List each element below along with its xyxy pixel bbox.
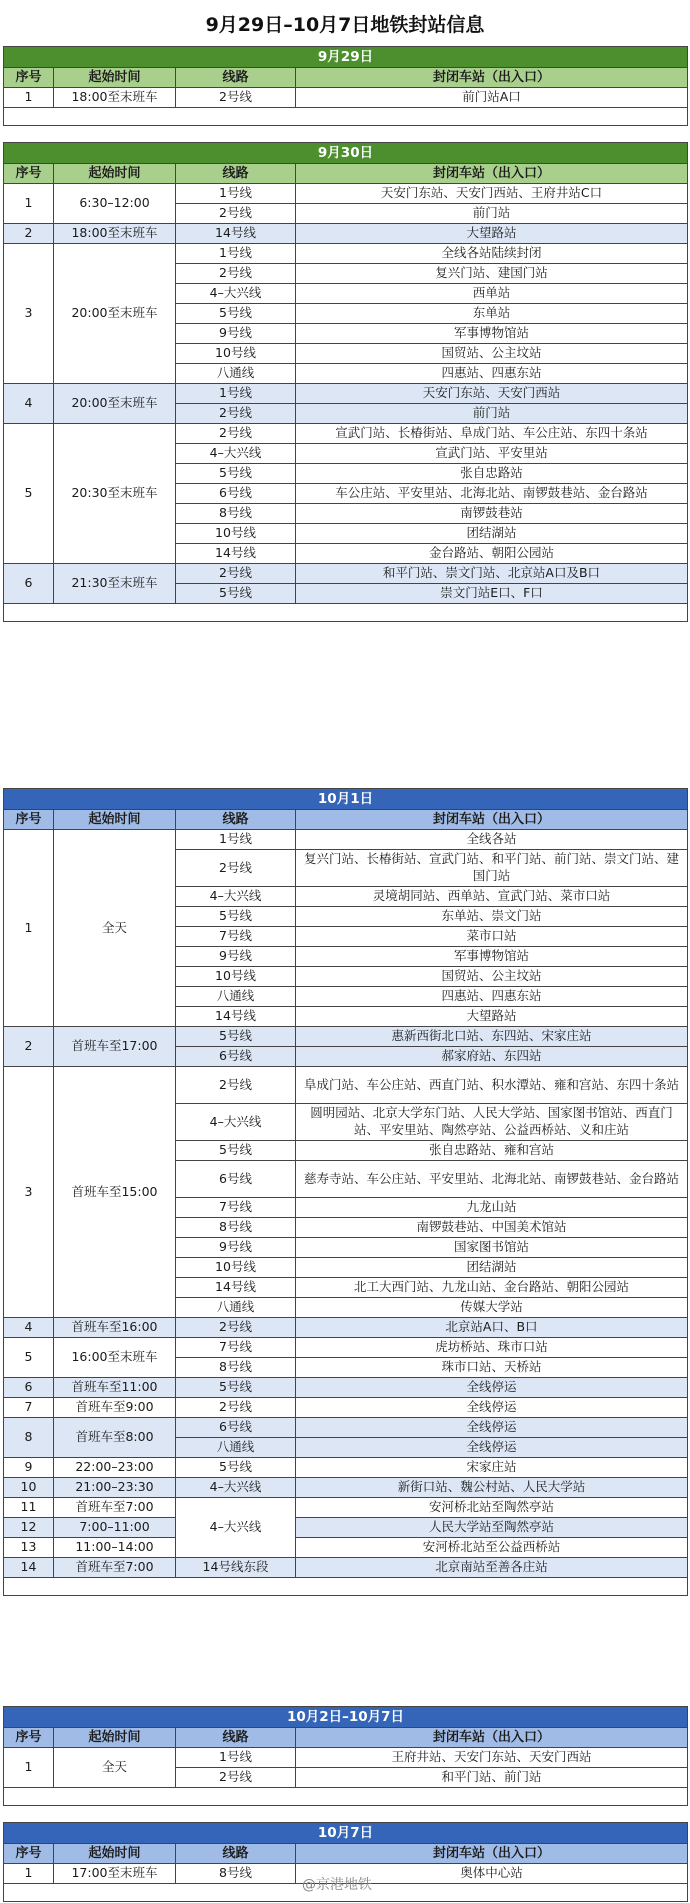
start-time: 18:00至末班车 (54, 88, 176, 108)
column-header: 序号 (4, 164, 54, 184)
row-number: 5 (4, 424, 54, 564)
line-name: 8号线 (176, 1358, 296, 1378)
line-name: 6号线 (176, 1161, 296, 1198)
closed-stations: 新街口站、魏公村站、人民大学站 (296, 1478, 688, 1498)
closed-stations: 东单站 (296, 304, 688, 324)
row-number: 12 (4, 1518, 54, 1538)
start-time: 首班车至7:00 (54, 1498, 176, 1518)
closed-stations: 珠市口站、天桥站 (296, 1358, 688, 1378)
line-name: 5号线 (176, 1141, 296, 1161)
line-name: 2号线 (176, 204, 296, 224)
start-time: 20:00至末班车 (54, 244, 176, 384)
closed-stations: 安河桥北站至公益西桥站 (296, 1538, 688, 1558)
line-name: 八通线 (176, 1298, 296, 1318)
table-row (4, 88, 688, 108)
table-row (4, 1748, 688, 1768)
line-name: 2号线 (176, 850, 296, 887)
closed-stations: 北京站A口、B口 (296, 1318, 688, 1338)
row-number: 4 (4, 1318, 54, 1338)
closed-stations: 全线停运 (296, 1378, 688, 1398)
line-name: 4–大兴线 (176, 284, 296, 304)
closed-stations: 团结湖站 (296, 524, 688, 544)
start-time: 21:00–23:30 (54, 1478, 176, 1498)
row-number: 6 (4, 1378, 54, 1398)
column-header: 起始时间 (54, 164, 176, 184)
line-name: 八通线 (176, 364, 296, 384)
closed-stations: 国贸站、公主坟站 (296, 344, 688, 364)
line-name: 9号线 (176, 324, 296, 344)
spacer-row (4, 1788, 688, 1806)
table-row (4, 1378, 688, 1398)
start-time: 全天 (54, 1748, 176, 1788)
row-number: 4 (4, 384, 54, 424)
line-name: 8号线 (176, 1864, 296, 1884)
line-name: 4–大兴线 (176, 1104, 296, 1141)
column-header: 线路 (176, 164, 296, 184)
closed-stations: 阜成门站、车公庄站、西直门站、积水潭站、雍和宫站、东四十条站 (296, 1067, 688, 1104)
line-name: 2号线 (176, 264, 296, 284)
closed-stations: 和平门站、崇文门站、北京站A口及B口 (296, 564, 688, 584)
table-row (4, 1398, 688, 1418)
table-row (4, 244, 688, 264)
line-name: 1号线 (176, 384, 296, 404)
row-number: 1 (4, 184, 54, 224)
closed-stations: 南锣鼓巷站、中国美术馆站 (296, 1218, 688, 1238)
line-name: 4–大兴线 (176, 1478, 296, 1498)
watermark: @京港地铁 (302, 1877, 372, 1893)
closed-stations: 国贸站、公主坟站 (296, 967, 688, 987)
line-name: 5号线 (176, 1027, 296, 1047)
line-name: 2号线 (176, 564, 296, 584)
spacer-row (4, 604, 688, 622)
date-band: 10月1日 (4, 789, 688, 810)
closed-stations: 和平门站、前门站 (296, 1768, 688, 1788)
row-number: 13 (4, 1538, 54, 1558)
table-row (4, 1027, 688, 1047)
line-name: 6号线 (176, 1047, 296, 1067)
closed-stations: 九龙山站 (296, 1198, 688, 1218)
closed-stations: 天安门东站、天安门西站 (296, 384, 688, 404)
line-name: 2号线 (176, 1398, 296, 1418)
line-name: 9号线 (176, 1238, 296, 1258)
closed-stations: 国家图书馆站 (296, 1238, 688, 1258)
start-time: 20:00至末班车 (54, 384, 176, 424)
closed-stations: 大望路站 (296, 224, 688, 244)
line-name: 1号线 (176, 1748, 296, 1768)
closed-stations: 复兴门站、建国门站 (296, 264, 688, 284)
line-name: 5号线 (176, 1378, 296, 1398)
line-name: 1号线 (176, 244, 296, 264)
start-time: 21:30至末班车 (54, 564, 176, 604)
column-header: 封闭车站（出入口） (296, 1844, 688, 1864)
column-header: 序号 (4, 68, 54, 88)
line-name: 八通线 (176, 1438, 296, 1458)
column-header: 线路 (176, 1844, 296, 1864)
closed-stations: 团结湖站 (296, 1258, 688, 1278)
start-time: 18:00至末班车 (54, 224, 176, 244)
start-time: 首班车至17:00 (54, 1027, 176, 1067)
line-name: 2号线 (176, 1067, 296, 1104)
closed-stations: 崇文门站E口、F口 (296, 584, 688, 604)
table-row (4, 1458, 688, 1478)
date-band: 9月30日 (4, 143, 688, 164)
closed-stations: 全线停运 (296, 1418, 688, 1438)
table-row (4, 1418, 688, 1438)
table-row (4, 1478, 688, 1498)
start-time: 首班车至9:00 (54, 1398, 176, 1418)
table-row (4, 830, 688, 850)
row-number: 9 (4, 1458, 54, 1478)
closed-stations: 金台路站、朝阳公园站 (296, 544, 688, 564)
line-name: 10号线 (176, 344, 296, 364)
column-header: 线路 (176, 810, 296, 830)
closed-stations: 灵境胡同站、西单站、宣武门站、菜市口站 (296, 887, 688, 907)
closed-stations: 宋家庄站 (296, 1458, 688, 1478)
line-name: 4–大兴线 (176, 444, 296, 464)
closed-stations: 全线停运 (296, 1438, 688, 1458)
closed-stations: 西单站 (296, 284, 688, 304)
start-time: 17:00至末班车 (54, 1864, 176, 1884)
line-name: 6号线 (176, 484, 296, 504)
line-name: 2号线 (176, 424, 296, 444)
line-name: 2号线 (176, 1318, 296, 1338)
closed-stations: 军事博物馆站 (296, 324, 688, 344)
closed-stations: 全线停运 (296, 1398, 688, 1418)
line-name: 八通线 (176, 987, 296, 1007)
closed-stations: 奥体中心站 (296, 1864, 688, 1884)
table-row (4, 564, 688, 584)
table-row (4, 1498, 688, 1518)
date-band: 10月2日–10月7日 (4, 1707, 688, 1728)
closure-table (3, 1706, 688, 1806)
closed-stations: 菜市口站 (296, 927, 688, 947)
column-header: 序号 (4, 1844, 54, 1864)
table-row (4, 224, 688, 244)
closed-stations: 天安门东站、天安门西站、王府井站C口 (296, 184, 688, 204)
start-time: 16:00至末班车 (54, 1338, 176, 1378)
line-name: 7号线 (176, 1198, 296, 1218)
column-header: 序号 (4, 810, 54, 830)
spacer-row (4, 1578, 688, 1596)
closed-stations: 宣武门站、长椿街站、阜成门站、车公庄站、东四十条站 (296, 424, 688, 444)
closed-stations: 军事博物馆站 (296, 947, 688, 967)
line-name: 5号线 (176, 464, 296, 484)
line-name: 4–大兴线 (176, 1498, 296, 1558)
row-number: 2 (4, 1027, 54, 1067)
column-header: 封闭车站（出入口） (296, 810, 688, 830)
line-name: 8号线 (176, 1218, 296, 1238)
closed-stations: 宣武门站、平安里站 (296, 444, 688, 464)
closed-stations: 惠新西街北口站、东四站、宋家庄站 (296, 1027, 688, 1047)
column-header: 线路 (176, 68, 296, 88)
row-number: 11 (4, 1498, 54, 1518)
closed-stations: 东单站、崇文门站 (296, 907, 688, 927)
start-time: 11:00–14:00 (54, 1538, 176, 1558)
table-row (4, 1538, 688, 1558)
start-time: 首班车至7:00 (54, 1558, 176, 1578)
column-header: 起始时间 (54, 68, 176, 88)
closed-stations: 四惠站、四惠东站 (296, 987, 688, 1007)
page-title: 9月29日–10月7日地铁封站信息 (205, 13, 485, 36)
row-number: 1 (4, 88, 54, 108)
closed-stations: 圆明园站、北京大学东门站、人民大学站、国家图书馆站、西直门站、平安里站、陶然亭站、公益西桥站、义和庄站 (296, 1104, 688, 1141)
closed-stations: 虎坊桥站、珠市口站 (296, 1338, 688, 1358)
closed-stations: 南锣鼓巷站 (296, 504, 688, 524)
table-row (4, 1318, 688, 1338)
line-name: 5号线 (176, 907, 296, 927)
row-number: 7 (4, 1398, 54, 1418)
column-header: 封闭车站（出入口） (296, 1728, 688, 1748)
column-header: 起始时间 (54, 1844, 176, 1864)
closure-table (3, 788, 688, 1596)
closed-stations: 慈寿寺站、车公庄站、平安里站、北海北站、南锣鼓巷站、金台路站 (296, 1161, 688, 1198)
line-name: 2号线 (176, 404, 296, 424)
closed-stations: 四惠站、四惠东站 (296, 364, 688, 384)
line-name: 2号线 (176, 88, 296, 108)
table-row (4, 1067, 688, 1104)
closed-stations: 前门站A口 (296, 88, 688, 108)
line-name: 14号线东段 (176, 1558, 296, 1578)
line-name: 14号线 (176, 224, 296, 244)
table-row (4, 1518, 688, 1538)
closed-stations: 张自忠路站 (296, 464, 688, 484)
line-name: 5号线 (176, 304, 296, 324)
date-band: 10月7日 (4, 1823, 688, 1844)
row-number: 3 (4, 1067, 54, 1318)
line-name: 1号线 (176, 184, 296, 204)
row-number: 10 (4, 1478, 54, 1498)
row-number: 1 (4, 830, 54, 1027)
table-row (4, 1558, 688, 1578)
closed-stations: 张自忠路站、雍和宫站 (296, 1141, 688, 1161)
row-number: 1 (4, 1864, 54, 1884)
row-number: 3 (4, 244, 54, 384)
line-name: 6号线 (176, 1418, 296, 1438)
table-row (4, 384, 688, 404)
start-time: 全天 (54, 830, 176, 1027)
line-name: 1号线 (176, 830, 296, 850)
line-name: 7号线 (176, 1338, 296, 1358)
line-name: 10号线 (176, 1258, 296, 1278)
closed-stations: 前门站 (296, 404, 688, 424)
row-number: 2 (4, 224, 54, 244)
start-time: 首班车至16:00 (54, 1318, 176, 1338)
start-time: 22:00–23:00 (54, 1458, 176, 1478)
closed-stations: 车公庄站、平安里站、北海北站、南锣鼓巷站、金台路站 (296, 484, 688, 504)
closed-stations: 前门站 (296, 204, 688, 224)
column-header: 封闭车站（出入口） (296, 164, 688, 184)
column-header: 起始时间 (54, 1728, 176, 1748)
closed-stations: 人民大学站至陶然亭站 (296, 1518, 688, 1538)
closed-stations: 王府井站、天安门东站、天安门西站 (296, 1748, 688, 1768)
start-time: 7:00–11:00 (54, 1518, 176, 1538)
table-row (4, 1338, 688, 1358)
line-name: 9号线 (176, 947, 296, 967)
line-name: 14号线 (176, 1007, 296, 1027)
closed-stations: 北工大西门站、九龙山站、金台路站、朝阳公园站 (296, 1278, 688, 1298)
start-time: 首班车至15:00 (54, 1067, 176, 1318)
table-row (4, 424, 688, 444)
line-name: 5号线 (176, 584, 296, 604)
column-header: 封闭车站（出入口） (296, 68, 688, 88)
line-name: 2号线 (176, 1768, 296, 1788)
start-time: 6:30–12:00 (54, 184, 176, 224)
line-name: 10号线 (176, 524, 296, 544)
line-name: 10号线 (176, 967, 296, 987)
row-number: 5 (4, 1338, 54, 1378)
row-number: 1 (4, 1748, 54, 1788)
column-header: 线路 (176, 1728, 296, 1748)
closed-stations: 传媒大学站 (296, 1298, 688, 1318)
line-name: 5号线 (176, 1458, 296, 1478)
closed-stations: 大望路站 (296, 1007, 688, 1027)
closed-stations: 郝家府站、东四站 (296, 1047, 688, 1067)
line-name: 7号线 (176, 927, 296, 947)
row-number: 14 (4, 1558, 54, 1578)
start-time: 20:30至末班车 (54, 424, 176, 564)
closed-stations: 安河桥北站至陶然亭站 (296, 1498, 688, 1518)
row-number: 6 (4, 564, 54, 604)
column-header: 起始时间 (54, 810, 176, 830)
column-header: 序号 (4, 1728, 54, 1748)
closure-table (3, 142, 688, 622)
date-band: 9月29日 (4, 47, 688, 68)
table-row (4, 184, 688, 204)
line-name: 14号线 (176, 544, 296, 564)
start-time: 首班车至11:00 (54, 1378, 176, 1398)
closed-stations: 全线各站陆续封闭 (296, 244, 688, 264)
line-name: 14号线 (176, 1278, 296, 1298)
closed-stations: 复兴门站、长椿街站、宣武门站、和平门站、前门站、崇文门站、建国门站 (296, 850, 688, 887)
line-name: 8号线 (176, 504, 296, 524)
line-name: 4–大兴线 (176, 887, 296, 907)
closed-stations: 全线各站 (296, 830, 688, 850)
spacer-row (4, 108, 688, 126)
row-number: 8 (4, 1418, 54, 1458)
start-time: 首班车至8:00 (54, 1418, 176, 1458)
closed-stations: 北京南站至善各庄站 (296, 1558, 688, 1578)
closure-table (3, 46, 688, 126)
